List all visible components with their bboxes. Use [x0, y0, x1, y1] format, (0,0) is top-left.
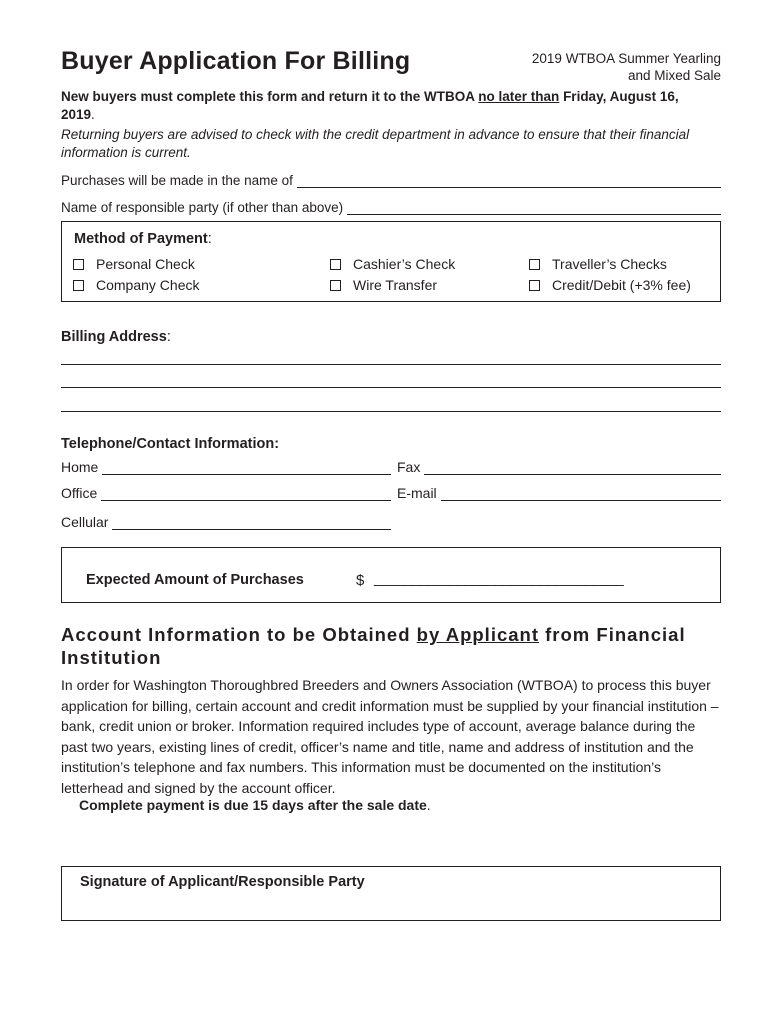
cellular-label: Cellular — [61, 514, 109, 530]
account-info-body: In order for Washington Thoroughbred Breeders and Owners Association (WTBOA) to process this buyer application for billing, certain account and credit information must be supplied by your financial institution – bank, credit union or broker. Information required includes type of account, average balance during the past two years, existing lines of credit, officer’s name and title, name and address of institution and the institution’s telephone and fax numbers. This information must be documented on the institution’s letterhead and signed by the account officer. — [61, 677, 719, 796]
payment-due-note — [79, 797, 431, 813]
returning-note: Returning buyers are advised to check with the credit department in advance to ensure that their financial information is current. — [61, 127, 690, 160]
billing-address-line-3[interactable] — [61, 411, 721, 412]
email-input-line[interactable] — [441, 486, 721, 501]
event-name — [532, 50, 721, 84]
cellular-input-line[interactable] — [112, 515, 391, 530]
checkbox-icon[interactable] — [529, 259, 540, 270]
event-line-1: 2019 WTBOA Summer Yearling — [531, 51, 721, 66]
page-title: Buyer Application For Billing — [61, 47, 411, 75]
checkbox-label: Personal Check — [96, 256, 195, 272]
contact-info-title-text: Telephone/Contact Information: — [61, 436, 280, 452]
account-title-part2: from Financial Institution — [61, 624, 686, 668]
fax-label: Fax — [397, 459, 421, 475]
payment-method-title-colon: : — [207, 231, 212, 247]
billing-address-line-1[interactable] — [61, 364, 721, 365]
checkbox-icon[interactable] — [73, 280, 84, 291]
intro-bold: New buyers must complete this form and return it to the WTBOA — [61, 89, 479, 104]
checkbox-icon[interactable] — [73, 259, 84, 270]
responsible-party-field[interactable] — [61, 195, 721, 215]
checkbox-label: Wire Transfer — [353, 277, 438, 293]
checkbox-label: Company Check — [96, 277, 200, 293]
checkbox-icon[interactable] — [330, 280, 341, 291]
responsible-party-input-line[interactable] — [347, 200, 721, 215]
intro-deadline: no later than — [478, 89, 560, 104]
home-phone-field[interactable] — [61, 455, 391, 475]
account-title-underlined: by Applicant — [416, 624, 539, 645]
account-info-title — [61, 623, 723, 669]
purchases-name-label: Purchases will be made in the name of — [61, 173, 293, 188]
account-title-part1: Account Information to be Obtained — [61, 624, 417, 645]
payment-due-period: . — [426, 797, 431, 813]
currency-symbol: $ — [356, 572, 365, 589]
intro-period: . — [91, 107, 95, 122]
responsible-party-label: Name of responsible party (if other than above) — [61, 200, 344, 215]
contact-info-title — [61, 436, 279, 452]
home-phone-label: Home — [61, 459, 99, 475]
payment-method-title — [74, 231, 212, 247]
intro-text — [61, 88, 711, 162]
purchases-name-field[interactable] — [61, 168, 721, 188]
billing-address-label-text: Billing Address — [61, 329, 167, 345]
payment-method-title-text: Method of Payment — [74, 231, 208, 247]
office-phone-input-line[interactable] — [101, 486, 391, 501]
checkbox-label: Traveller’s Checks — [552, 256, 667, 272]
checkbox-credit-debit[interactable] — [529, 275, 691, 295]
cellular-field[interactable] — [61, 510, 391, 530]
office-phone-label: Office — [61, 485, 98, 501]
checkbox-company-check[interactable] — [73, 275, 200, 295]
fax-field[interactable] — [397, 455, 721, 475]
checkbox-icon[interactable] — [330, 259, 341, 270]
checkbox-label: Credit/Debit (+3% fee) — [552, 277, 691, 293]
checkbox-travellers-checks[interactable] — [529, 254, 667, 274]
purchases-name-input-line[interactable] — [297, 173, 721, 188]
expected-purchases-label: Expected Amount of Purchases — [86, 572, 304, 588]
billing-address-line-2[interactable] — [61, 387, 721, 388]
checkbox-label: Cashier’s Check — [353, 256, 456, 272]
checkbox-cashiers-check[interactable] — [330, 254, 455, 274]
office-phone-field[interactable] — [61, 481, 391, 501]
signature-label: Signature of Applicant/Responsible Party — [80, 874, 365, 890]
fax-input-line[interactable] — [424, 460, 721, 475]
email-label: E-mail — [397, 485, 437, 501]
checkbox-personal-check[interactable] — [73, 254, 195, 274]
intro-date: Friday, August 16, 2019 — [61, 89, 679, 122]
event-line-2: and Mixed Sale — [627, 68, 721, 83]
billing-address-label — [61, 329, 171, 345]
checkbox-icon[interactable] — [529, 280, 540, 291]
checkbox-wire-transfer[interactable] — [330, 275, 437, 295]
payment-due-text: Complete payment is due 15 days after the sale date — [79, 797, 427, 813]
email-field[interactable] — [397, 481, 721, 501]
billing-address-colon: : — [166, 329, 171, 345]
expected-purchases-input[interactable]: _________________________________ — [374, 570, 623, 587]
home-phone-input-line[interactable] — [102, 460, 391, 475]
